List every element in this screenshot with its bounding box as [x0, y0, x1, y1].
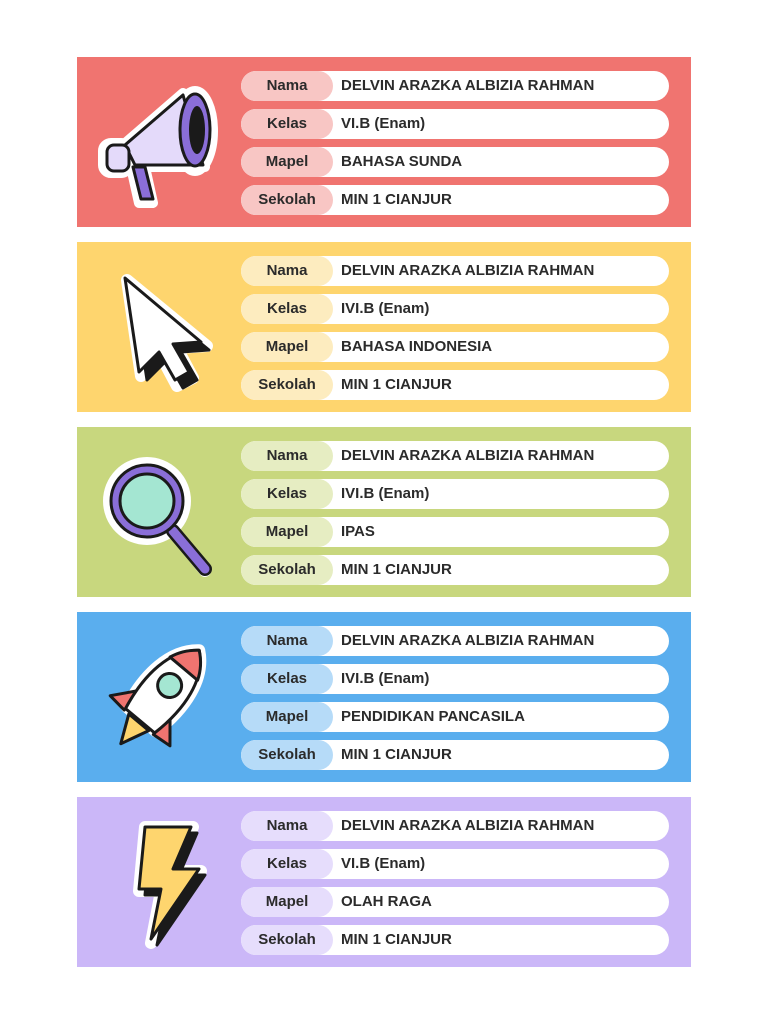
kelas-label: Kelas: [241, 664, 333, 694]
name-tag-card-pendidikan-pancasila: [77, 612, 691, 782]
nama-label: Nama: [241, 811, 333, 841]
mapel-label: Mapel: [241, 702, 333, 732]
mapel-row: [241, 332, 669, 362]
rocket-icon: [95, 630, 225, 764]
sekolah-row: [241, 370, 669, 400]
kelas-label: Kelas: [241, 479, 333, 509]
nama-row: [241, 626, 669, 656]
sekolah-value: MIN 1 CIANJUR: [341, 931, 452, 948]
nama-row: [241, 811, 669, 841]
mapel-value: OLAH RAGA: [341, 893, 432, 910]
nama-label: Nama: [241, 626, 333, 656]
kelas-row: [241, 294, 669, 324]
lightning-icon: [95, 815, 225, 949]
mapel-label: Mapel: [241, 332, 333, 362]
mapel-row: [241, 702, 669, 732]
kelas-value: IVI.B (Enam): [341, 300, 430, 317]
nama-value: DELVIN ARAZKA ALBIZIA RAHMAN: [341, 77, 595, 94]
name-tag-card-bahasa-sunda: [77, 57, 691, 227]
sekolah-row: [241, 740, 669, 770]
kelas-value: VI.B (Enam): [341, 855, 426, 872]
sekolah-label: Sekolah: [241, 925, 333, 955]
sekolah-value: MIN 1 CIANJUR: [341, 191, 452, 208]
kelas-label: Kelas: [241, 294, 333, 324]
sekolah-label: Sekolah: [241, 555, 333, 585]
kelas-row: [241, 479, 669, 509]
mapel-label: Mapel: [241, 517, 333, 547]
mapel-row: [241, 517, 669, 547]
nama-label: Nama: [241, 71, 333, 101]
sekolah-label: Sekolah: [241, 740, 333, 770]
magnifier-icon: [95, 445, 225, 579]
nama-row: [241, 256, 669, 286]
sekolah-value: MIN 1 CIANJUR: [341, 746, 452, 763]
nama-row: [241, 71, 669, 101]
kelas-row: [241, 109, 669, 139]
sekolah-label: Sekolah: [241, 185, 333, 215]
nama-value: DELVIN ARAZKA ALBIZIA RAHMAN: [341, 817, 595, 834]
name-tag-card-ipas: [77, 427, 691, 597]
kelas-label: Kelas: [241, 849, 333, 879]
mapel-value: IPAS: [341, 523, 375, 540]
kelas-row: [241, 664, 669, 694]
kelas-label: Kelas: [241, 109, 333, 139]
sekolah-row: [241, 925, 669, 955]
sekolah-row: [241, 555, 669, 585]
mapel-label: Mapel: [241, 887, 333, 917]
nama-value: DELVIN ARAZKA ALBIZIA RAHMAN: [341, 632, 595, 649]
sekolah-row: [241, 185, 669, 215]
nama-value: DELVIN ARAZKA ALBIZIA RAHMAN: [341, 262, 595, 279]
sekolah-label: Sekolah: [241, 370, 333, 400]
nama-value: DELVIN ARAZKA ALBIZIA RAHMAN: [341, 447, 595, 464]
kelas-value: IVI.B (Enam): [341, 485, 430, 502]
megaphone-icon: [95, 75, 225, 209]
name-tag-card-bahasa-indonesia: [77, 242, 691, 412]
mapel-row: [241, 887, 669, 917]
nama-label: Nama: [241, 256, 333, 286]
kelas-value: IVI.B (Enam): [341, 670, 430, 687]
mapel-value: PENDIDIKAN PANCASILA: [341, 708, 525, 725]
name-tag-card-olah-raga: [77, 797, 691, 967]
mapel-row: [241, 147, 669, 177]
mapel-value: BAHASA SUNDA: [341, 153, 463, 170]
kelas-value: VI.B (Enam): [341, 115, 426, 132]
cursor-arrow-icon: [95, 260, 225, 394]
sekolah-value: MIN 1 CIANJUR: [341, 561, 452, 578]
nama-row: [241, 441, 669, 471]
sekolah-value: MIN 1 CIANJUR: [341, 376, 452, 393]
nama-label: Nama: [241, 441, 333, 471]
mapel-label: Mapel: [241, 147, 333, 177]
mapel-value: BAHASA INDONESIA: [341, 338, 493, 355]
kelas-row: [241, 849, 669, 879]
